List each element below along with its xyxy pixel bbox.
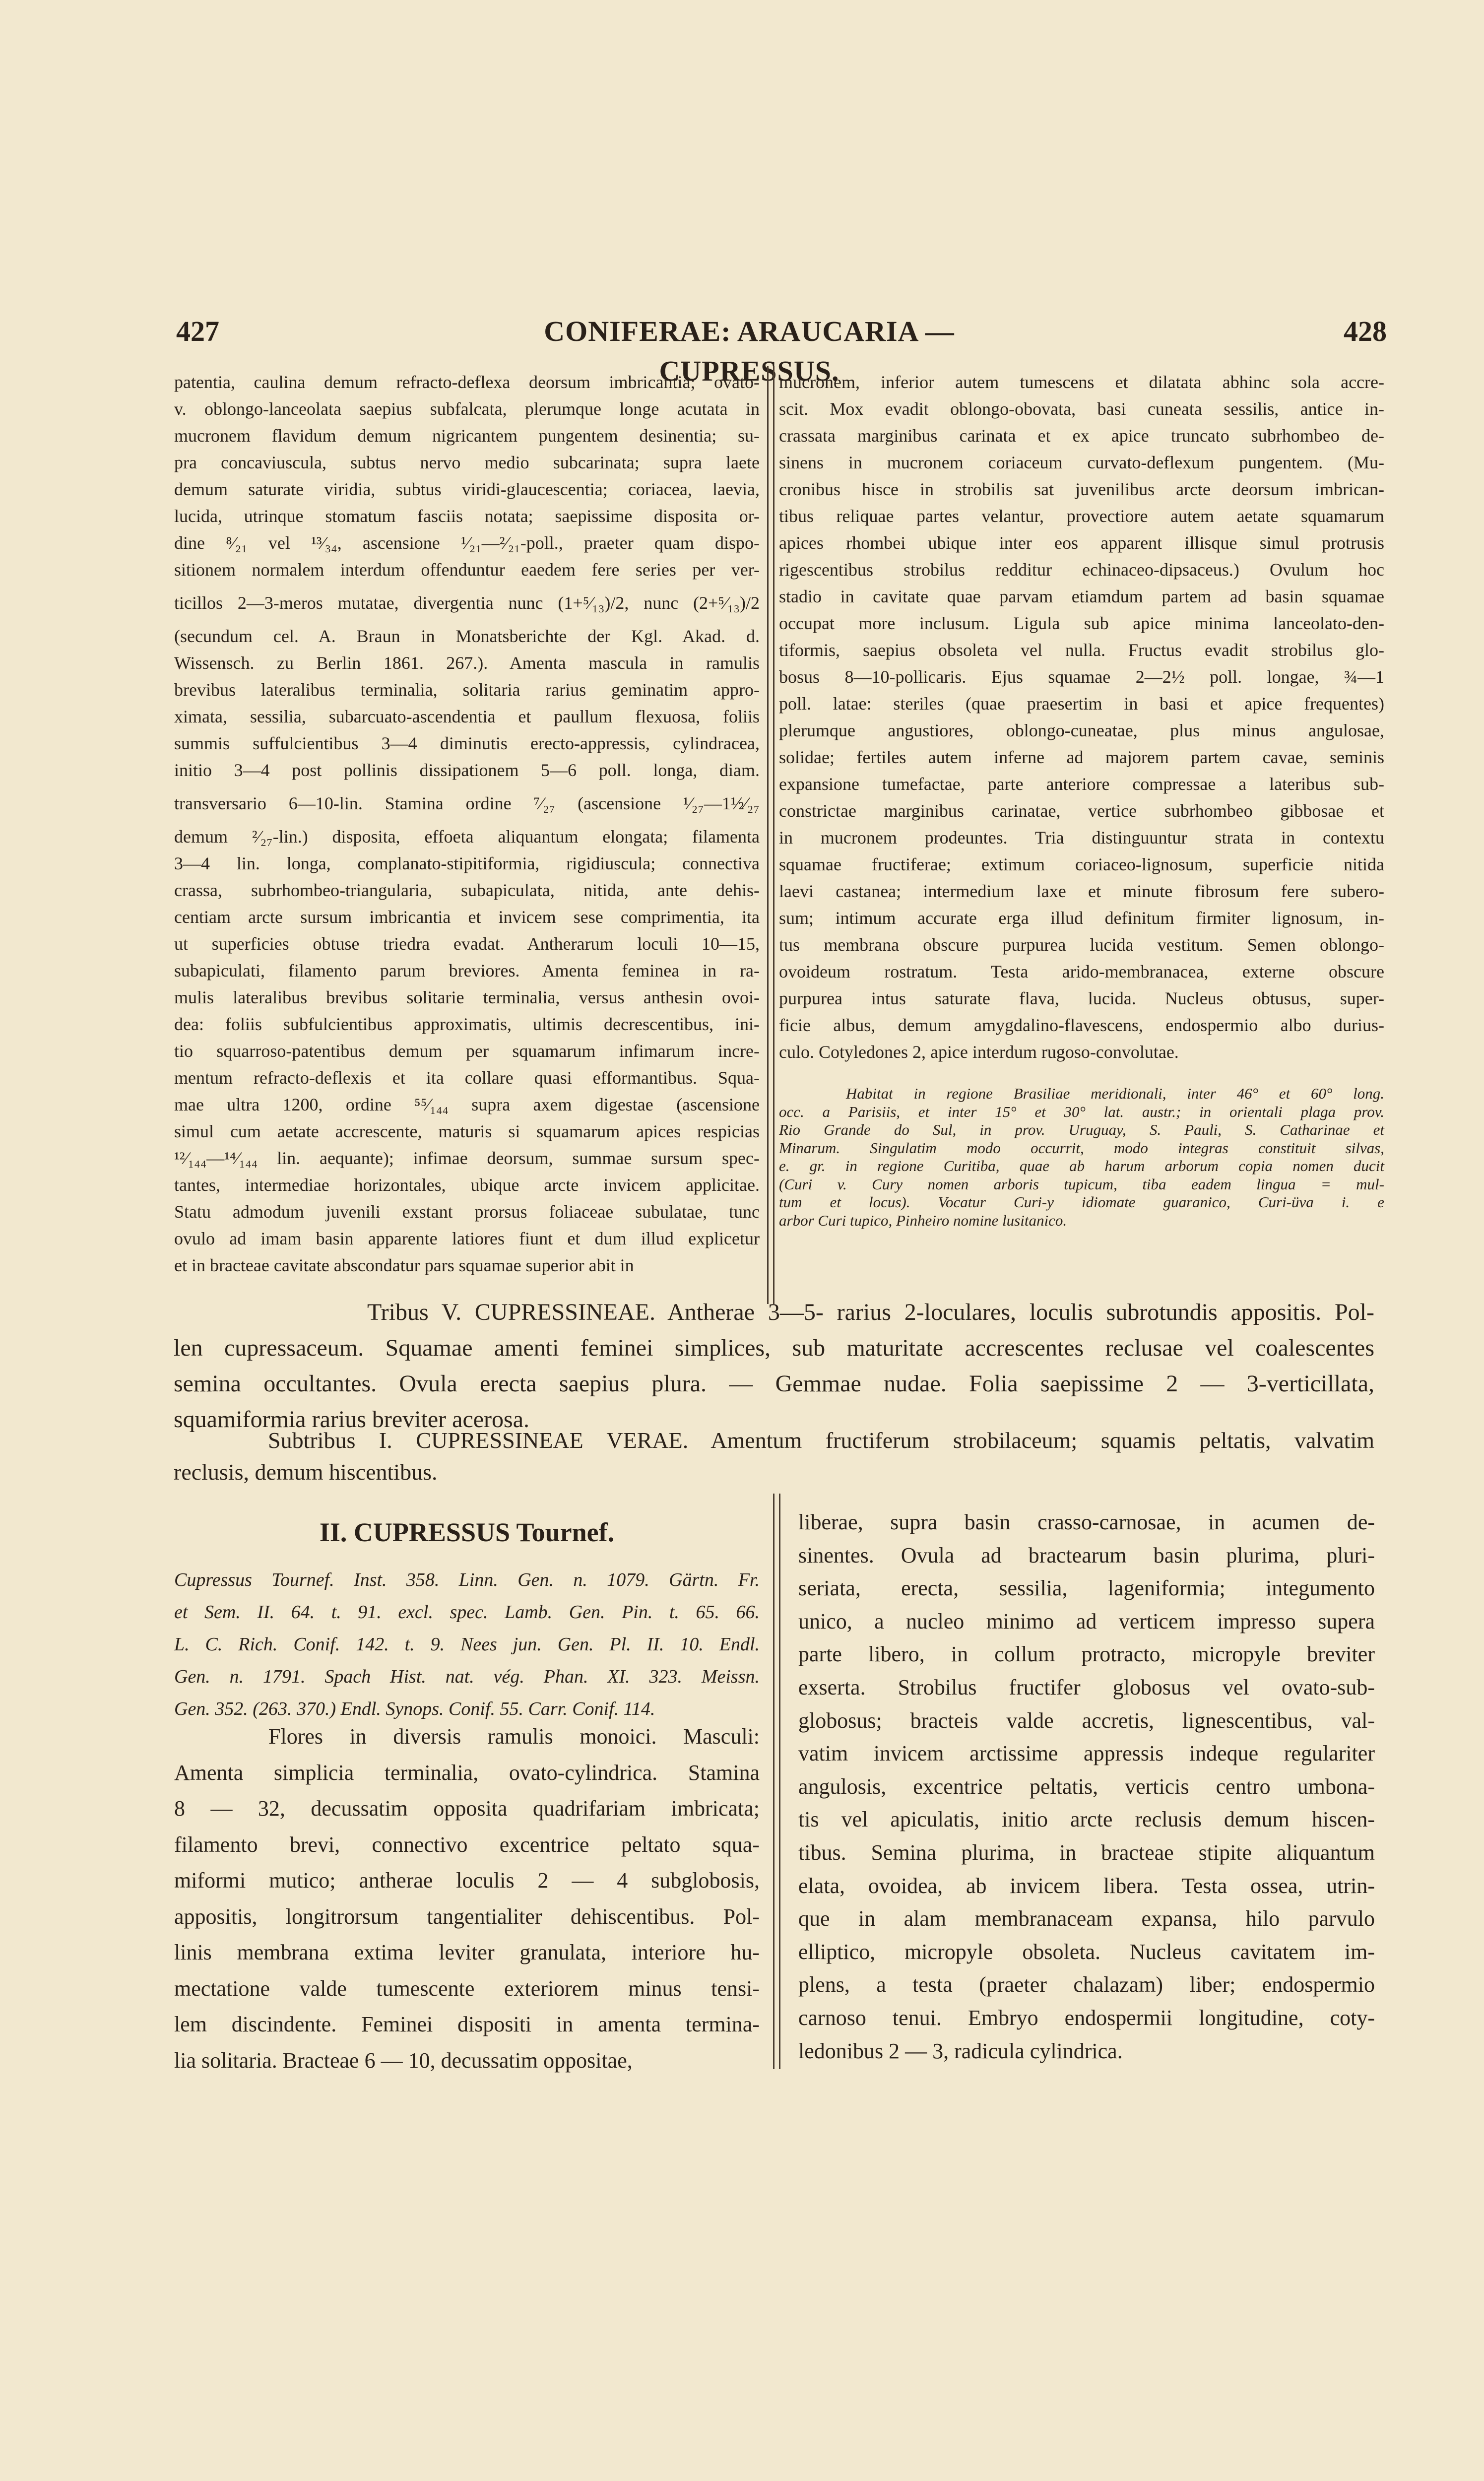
text-line: Habitat in regione Brasiliae meridionali, inter 46° et 60° long. xyxy=(846,1085,1384,1102)
text-line: rigescentibus strobilus redditur echinaceo-dipsaceus.) Ovulum hoc xyxy=(779,560,1384,580)
text-line: et Sem. II. 64. t. 91. excl. spec. Lamb. Gen. Pin. t. 65. 66. xyxy=(174,1602,760,1623)
text-line: 3—4 lin. longa, complanato-stipitiformia, rigidiuscula; connectiva xyxy=(174,853,760,873)
text-line: Subtribus I. CUPRESSINEAE VERAE. Amentum fructiferum strobilaceum; squamis peltatis, valvatim xyxy=(268,1428,1374,1453)
text-line: summis suffulcientibus 3—4 diminutis erecto-appressis, cylindracea, xyxy=(174,733,760,753)
text-line: dine ⁸⁄₂₁ vel ¹³⁄₃₄, ascensione ¹⁄₂₁—²⁄₂₁-poll., praeter quam dispo- xyxy=(174,533,760,553)
text-line: simul cum aetate accrescente, maturis si squamarum apices respicias xyxy=(174,1121,760,1141)
text-line: tus membrana obscure purpurea lucida vestitum. Semen oblongo- xyxy=(779,935,1384,955)
text-line: scit. Mox evadit oblongo-obovata, basi cuneata sessilis, antice in- xyxy=(779,399,1384,419)
text-line: (secundum cel. A. Braun in Monatsberichte der Kgl. Akad. d. xyxy=(174,626,760,646)
text-line: tiformis, saepius obsoleta vel nulla. Fructus evadit strobilus glo- xyxy=(779,640,1384,660)
text-line: Gen. n. 1791. Spach Hist. nat. vég. Phan. XI. 323. Meissn. xyxy=(174,1666,760,1687)
araucaria-right-column xyxy=(779,369,1384,1065)
text-line: demum ²⁄₂₇-lin.) disposita, effoeta aliquantum elongata; filamenta xyxy=(174,827,760,847)
text-line: seriata, erecta, sessilia, lageniformia; integumento xyxy=(798,1576,1375,1601)
text-line: sinentes. Ovula ad bractearum basin plurima, pluri- xyxy=(798,1543,1375,1567)
text-line: parte libero, in collum protracto, micropyle breviter xyxy=(798,1642,1375,1667)
text-line: Minarum. Singulatim modo occurrit, modo integras constituit silvas, xyxy=(779,1139,1384,1157)
text-line: Flores in diversis ramulis monoici. Masculi: xyxy=(268,1724,760,1749)
text-line: expansione tumefactae, parte anteriore compressae a lateribus sub- xyxy=(779,774,1384,794)
text-line: bosus 8—10-pollicaris. Ejus squamae 2—2½ poll. longae, ¾—1 xyxy=(779,667,1384,687)
page-number-right: 428 xyxy=(1344,315,1387,347)
text-line: tio squarroso-patentibus demum per squamarum infimarum incre- xyxy=(174,1041,760,1061)
text-line: tum et locus). Vocatur Curi-y idiomate guaranico, Curi-üva i. e xyxy=(779,1193,1384,1211)
text-line: lucida, utrinque stomatum fasciis notata; saepissime disposita or- xyxy=(174,506,760,526)
text-line: ¹²⁄₁₄₄—¹⁴⁄₁₄₄ lin. aequante); infimae deorsum, summae sursum spec- xyxy=(174,1148,760,1168)
text-line: (Curi v. Cury nomen arboris tupicum, tiba eadem lingua = mul- xyxy=(779,1175,1384,1193)
text-line: semina occultantes. Ovula erecta saepius plura. — Gemmae nudae. Folia saepissime 2 — 3-verticillata, xyxy=(174,1371,1374,1397)
text-line: arbor Curi tupico, Pinheiro nomine lusitanico. xyxy=(779,1211,1067,1229)
text-line: patentia, caulina demum refracto-deflexa deorsum imbricantia; ovato- xyxy=(174,372,760,392)
text-line: ut superficies obtuse triedra evadat. Antherarum loculi 10—15, xyxy=(174,934,760,954)
text-line: lem discindente. Feminei dispositi in amenta termina- xyxy=(174,2012,760,2036)
text-line: cronibus hisce in strobilis sat juvenilibus arcte deorsum imbrican- xyxy=(779,479,1384,499)
text-line: Amenta simplicia terminalia, ovato-cylindrica. Stamina xyxy=(174,1760,760,1785)
column-divider xyxy=(767,366,774,1304)
text-line: reclusis, demum hiscentibus. xyxy=(174,1459,438,1485)
text-line: lia solitaria. Bracteae 6 — 10, decussatim oppositae, xyxy=(174,2048,633,2073)
running-title: CONIFERAE: ARAUCARIA — CUPRESSUS. xyxy=(544,315,955,387)
genus-citations xyxy=(174,1564,760,1725)
text-line: elliptico, micropyle obsoleta. Nucleus cavitatem im- xyxy=(798,1939,1375,1964)
text-line: sum; intimum accurate erga illud definitum firmiter lignosum, in- xyxy=(779,908,1384,928)
text-line: sitionem normalem interdum offenduntur eaedem fere series per ver- xyxy=(174,560,760,580)
text-line: angulosis, excentrice peltatis, verticis centro umbona- xyxy=(798,1774,1375,1799)
text-line: ovoideum rostratum. Testa arido-membranacea, externe obscure xyxy=(779,962,1384,981)
text-line: solidae; fertiles autem inferne ad majorem partem cavae, seminis xyxy=(779,747,1384,767)
genus-heading: II. CUPRESSUS Tournef. xyxy=(319,1517,615,1547)
text-line: v. oblongo-lanceolata saepius subfalcata, plerumque longe acutata in xyxy=(174,399,760,419)
text-line: miformi mutico; antherae loculis 2 — 4 subglobosis, xyxy=(174,1868,760,1893)
araucaria-left-column xyxy=(174,369,760,1279)
habitat-paragraph xyxy=(779,1085,1384,1230)
text-line: crassata marginibus carinata et ex apice truncato subrhombeo de- xyxy=(779,426,1384,446)
text-line: apices rhombei ubique inter eos apparent illisque simul protrusis xyxy=(779,533,1384,553)
tribus-description xyxy=(174,1295,1374,1437)
column-divider xyxy=(773,1494,780,2069)
text-line: Gen. 352. (263. 370.) Endl. Synops. Conif. 55. Carr. Conif. 114. xyxy=(174,1698,655,1719)
text-line: tantes, intermediae horizontales, ubique arcte invicem applicitae. xyxy=(174,1175,760,1195)
text-line: Rio Grande do Sul, in prov. Uruguay, S. Pauli, S. Catharinae et xyxy=(779,1121,1384,1138)
text-line: mectatione valde tumescente exteriorem minus tensi- xyxy=(174,1976,760,2001)
text-line: e. gr. in regione Curitiba, quae ab harum arborum copia nomen ducit xyxy=(779,1157,1384,1175)
text-line: transversario 6—10-lin. Stamina ordine ⁷⁄₂₇ (ascensione ¹⁄₂₇—1½⁄₂₇ xyxy=(174,793,760,813)
text-line: ledonibus 2 — 3, radicula cylindrica. xyxy=(798,2038,1123,2063)
text-line: ticillos 2—3-meros mutatae, divergentia nunc (1+⁵⁄₁₃)/2, nunc (2+⁵⁄₁₃)/2 xyxy=(174,593,760,613)
text-line: len cupressaceum. Squamae amenti feminei simplices, sub maturitate accrescentes reclusae vel coalescentes xyxy=(174,1335,1374,1361)
text-line: liberae, supra basin crasso-carnosae, in acumen de- xyxy=(798,1510,1375,1534)
text-line: ximata, sessilia, subarcuato-ascendentia et paullum flexuosa, foliis xyxy=(174,707,760,726)
text-line: mentum refracto-deflexis et ita collare quasi efformantibus. Squa- xyxy=(174,1068,760,1088)
text-line: linis membrana extima leviter granulata, interiore hu- xyxy=(174,1940,760,1964)
text-line: initio 3—4 post pollinis dissipationem 5—6 poll. longa, diam. xyxy=(174,760,760,780)
cupressus-left-column xyxy=(174,1719,760,2079)
text-line: plerumque angustiores, oblongo-cuneatae, plus minus angulosae, xyxy=(779,720,1384,740)
text-line: unico, a nucleo minimo ad verticem impresso supera xyxy=(798,1609,1375,1633)
text-line: ovulo ad imam basin apparente latiores fiunt et dum illud explicetur xyxy=(174,1229,760,1248)
text-line: appositis, longitrorsum tangentialiter dehiscentibus. Pol- xyxy=(174,1904,760,1929)
text-line: squamae fructiferae; extimum coriaceo-lignosum, superficie nitida xyxy=(779,854,1384,874)
text-line: crassa, subrhombeo-triangularia, subapiculata, nitida, ante dehis- xyxy=(174,880,760,900)
text-line: que in alam membranaceam expansa, hilo parvulo xyxy=(798,1906,1375,1931)
text-line: mulis lateralibus brevibus solitarie terminalia, versus anthesin ovoi- xyxy=(174,987,760,1007)
text-line: pra concaviuscula, subtus nervo medio subcarinata; supra laete xyxy=(174,453,760,472)
text-line: tibus reliquae partes velantur, provectiore autem aetate squamarum xyxy=(779,506,1384,526)
text-line: exserta. Strobilus fructifer globosus vel ovato-sub- xyxy=(798,1675,1375,1699)
text-line: tis vel apiculatis, initio arcte reclusis demum hiscen- xyxy=(798,1807,1375,1832)
text-line: mucronem flavidum demum nigricantem pungentem desinentia; su- xyxy=(174,426,760,446)
text-line: et in bracteae cavitate abscondatur pars squamae superior abit in xyxy=(174,1255,634,1275)
text-line: in mucronem prodeuntes. Tria distinguuntur strata in contextu xyxy=(779,828,1384,848)
text-line: carnoso tenui. Embryo endospermii longitudine, coty- xyxy=(798,2005,1375,2030)
text-line: sinens in mucronem coriaceum curvato-deflexum pungentem. (Mu- xyxy=(779,453,1384,472)
text-line: plens, a testa (praeter chalazam) liber; endospermio xyxy=(798,1972,1375,1997)
text-line: occupat more inclusum. Ligula sub apice minima lanceolato-den- xyxy=(779,613,1384,633)
text-line: mae ultra 1200, ordine ⁵⁵⁄₁₄₄ supra axem digestae (ascensione xyxy=(174,1095,760,1114)
text-line: laevi castanea; intermedium laxe et minute fibrosum fere subero- xyxy=(779,881,1384,901)
text-line: vatim invicem arctissime appressis indeque regulariter xyxy=(798,1741,1375,1766)
text-line: centiam arcte sursum imbricantia et invicem sese comprimentia, ita xyxy=(174,907,760,927)
text-line: filamento brevi, connectivo excentrice peltato squa- xyxy=(174,1832,760,1857)
text-line: squamiformia rarius breviter acerosa. xyxy=(174,1406,530,1433)
text-line: Statu admodum juvenili exstant prorsus foliaceae subulatae, tunc xyxy=(174,1202,760,1222)
text-line: globosus; bracteis valde accretis, lignescentibus, val- xyxy=(798,1708,1375,1733)
text-line: ficie albus, demum amygdalino-flavescens, endospermio albo durius- xyxy=(779,1015,1384,1035)
text-line: subapiculati, filamento parum breviores. Amenta feminea in ra- xyxy=(174,961,760,980)
text-line: mucronem, inferior autem tumescens et dilatata abhinc sola accre- xyxy=(779,372,1384,392)
text-line: Cupressus Tournef. Inst. 358. Linn. Gen. n. 1079. Gärtn. Fr. xyxy=(174,1569,760,1590)
text-line: Wissensch. zu Berlin 1861. 267.). Amenta mascula in ramulis xyxy=(174,653,760,673)
text-line: tibus. Semina plurima, in bracteae stipite aliquantum xyxy=(798,1840,1375,1865)
text-line: culo. Cotyledones 2, apice interdum rugoso-convolutae. xyxy=(779,1042,1179,1062)
page-number-left: 427 xyxy=(176,315,219,347)
text-line: brevibus lateralibus terminalia, solitaria rarius geminatim appro- xyxy=(174,680,760,700)
text-line: purpurea intus saturate flava, lucida. Nucleus obtusus, super- xyxy=(779,988,1384,1008)
text-line: L. C. Rich. Conif. 142. t. 9. Nees jun. Gen. Pl. II. 10. Endl. xyxy=(174,1634,760,1655)
text-line: Tribus V. CUPRESSINEAE. Antherae 3—5- rarius 2-loculares, loculis subrotundis appositis. Pol- xyxy=(367,1299,1374,1325)
subtribus-description xyxy=(174,1425,1374,1488)
text-line: occ. a Parisiis, et inter 15° et 30° lat. austr.; in orientali plaga prov. xyxy=(779,1103,1384,1120)
text-line: demum saturate viridia, subtus viridi-glaucescentia; coriacea, laevia, xyxy=(174,479,760,499)
text-line: dea: foliis subfulcientibus approximatis, ultimis decrescentibus, ini- xyxy=(174,1014,760,1034)
text-line: constrictae marginibus carinatae, vertice subrhombeo gibbosae et xyxy=(779,801,1384,821)
text-line: 8 — 32, decussatim opposita quadrifariam imbricata; xyxy=(174,1796,760,1821)
text-line: elata, ovoidea, ab invicem libera. Testa ossea, utrin- xyxy=(798,1873,1375,1898)
text-line: stadio in cavitate quae parvam etiamdum partem ad basin squamae xyxy=(779,587,1384,606)
text-line: poll. latae: steriles (quae praesertim in basi et apice frequentes) xyxy=(779,694,1384,714)
cupressus-right-column xyxy=(798,1506,1375,2068)
